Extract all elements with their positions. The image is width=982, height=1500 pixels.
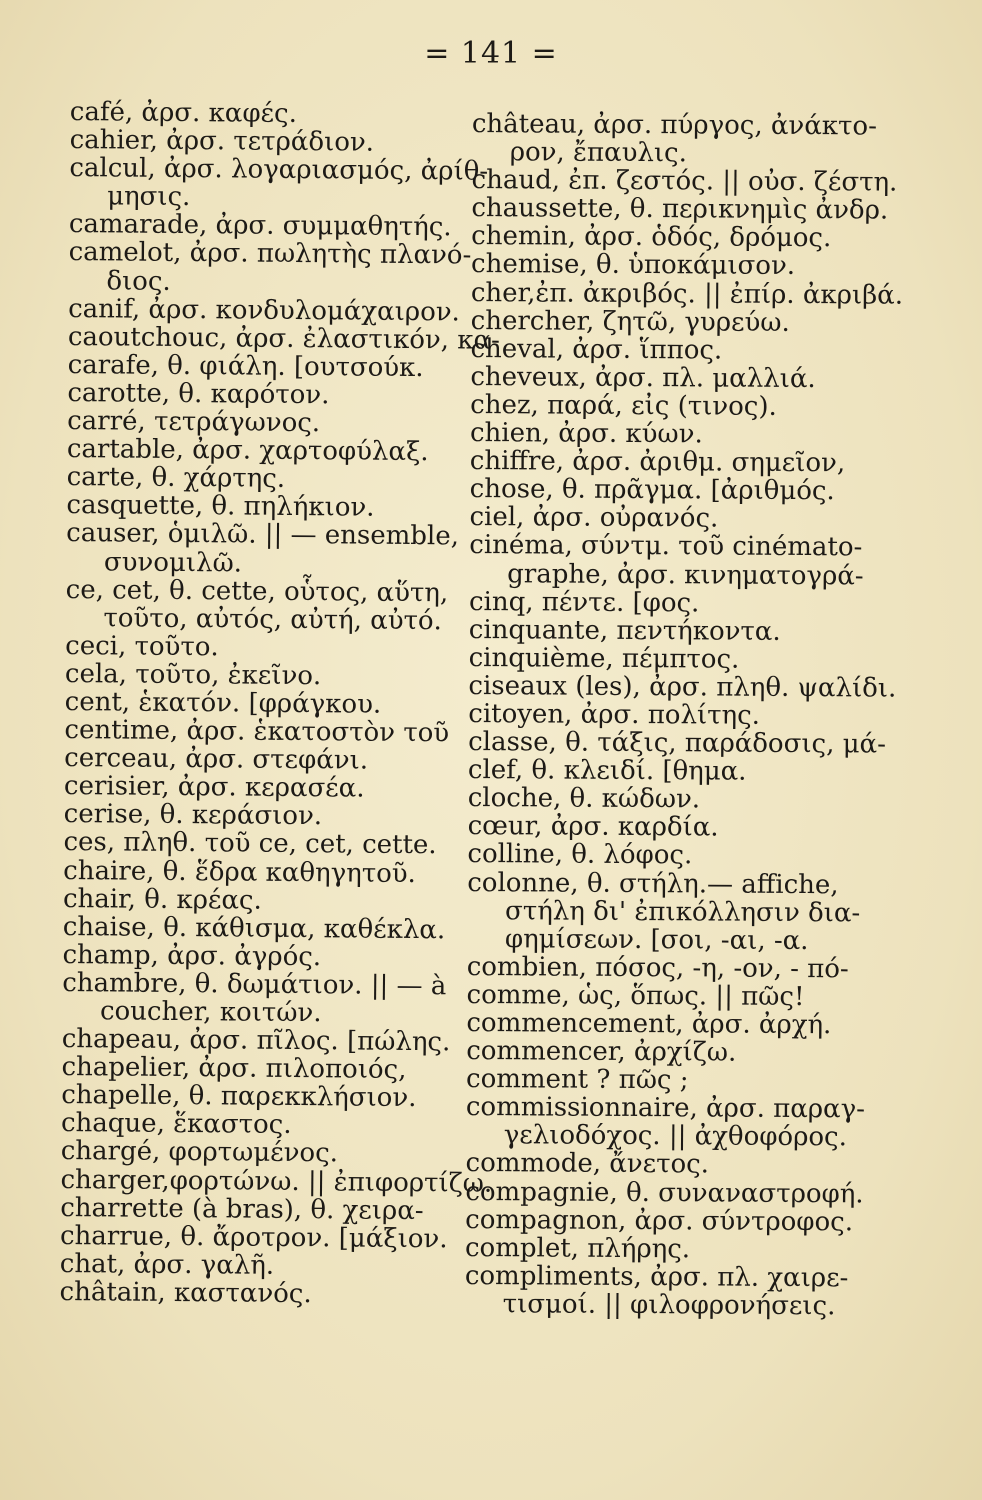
entry: chose, θ. πρᾶγμα. [ἀριθμός.: [469, 474, 835, 507]
entry: chat, ἀρσ. γαλῆ.: [59, 1248, 275, 1281]
entry: comment ? πῶς ;: [465, 1064, 689, 1096]
entry-continuation: συνομιλῶ.: [103, 546, 243, 579]
entry: chez, παρά, εἰς (τινος).: [470, 389, 777, 422]
entry: cerise, θ. κεράσιον.: [63, 799, 323, 832]
entry: camelot, ἀρσ. πωλητὴς πλανό-: [68, 237, 472, 271]
entry: citoyen, ἀρσ. πολίτης.: [468, 698, 761, 731]
entry: chemise, θ. ὑποκάμισον.: [470, 249, 796, 282]
entry: châtain, καστανός.: [59, 1276, 312, 1310]
entry: commode, ἄνετος.: [465, 1148, 710, 1180]
entry: chaire, θ. ἕδρα καθηγητοῦ.: [63, 855, 417, 889]
entry-continuation: μησις.: [107, 181, 191, 213]
entry: chapelier, ἀρσ. πιλοποιός,: [61, 1052, 407, 1086]
entry: cinquante, πεντήκοντα.: [468, 614, 781, 647]
entry-continuation: φημίσεων. [σοι, -αι, -α.: [504, 923, 809, 956]
right-column: [464, 109, 904, 1322]
entry: canif, ἀρσ. κονδυλομάχαιρον.: [68, 293, 461, 328]
entry: casquette, θ. πηλήκιον.: [66, 490, 375, 523]
entry: chapeau, ἀρσ. πῖλος. [πώλης.: [61, 1024, 451, 1058]
entry: café, ἀρσ. καφές.: [69, 97, 298, 129]
entry: colline, θ. λόφος.: [467, 839, 693, 871]
entry: centime, ἀρσ. ἑκατοστὸν τοῦ: [64, 715, 450, 749]
entry: cela, τοῦτο, ἐκεῖνο.: [64, 658, 322, 692]
entry: cinq, πέντε. [φος.: [468, 586, 700, 618]
entry: compagnie, θ. συναναστροφή.: [465, 1176, 864, 1209]
entry-continuation: διος.: [106, 265, 171, 297]
left-column: [59, 97, 501, 1310]
entry: cinéma, σύντμ. τοῦ cinémato-: [469, 530, 863, 563]
entry: carte, θ. χάρτης.: [66, 462, 286, 495]
entry: cheval, ἀρσ. ἵππος.: [470, 333, 723, 366]
entry: carré, τετράγωνος.: [67, 406, 321, 439]
entry: comme, ὡς, ὅπως. || πῶς!: [466, 979, 805, 1012]
entry: cent, ἑκατόν. [φράγκου.: [64, 686, 382, 720]
entry: cloche, θ. κώδων.: [467, 783, 701, 815]
entry: chien, ἀρσ. κύων.: [469, 418, 703, 450]
entry: chemin, ἀρσ. ὁδός, δρόμος.: [471, 221, 832, 254]
entry: chercher, ζητῶ, γυρεύω.: [470, 305, 790, 338]
entry-continuation: στήλη δι' ἐπικόλλησιν δια-: [505, 895, 861, 929]
page-number: = 141 =: [424, 36, 558, 71]
entry: ceci, τοῦτο.: [65, 630, 219, 663]
entry: cerisier, ἀρσ. κερασέα.: [63, 771, 365, 804]
entry-continuation: γελιοδόχος. || ἀχθοφόρος.: [503, 1120, 847, 1153]
entry: ces, πληθ. τοῦ ce, cet, cette.: [63, 827, 437, 861]
entry-continuation: graphe, ἀρσ. κινηματογρά-: [507, 558, 864, 591]
entry: combien, πόσος, -η, -ον, - πό-: [466, 951, 849, 985]
entry: chapelle, θ. παρεκκλήσιον.: [61, 1080, 417, 1114]
entry: chaud, ἐπ. ζεστός. || οὐσ. ζέστη.: [471, 165, 898, 198]
entry: compliments, ἀρσ. πλ. χαιρε-: [464, 1260, 849, 1294]
entry: cher,ἐπ. ἀκριβός. || ἐπίρ. ἀκριβά.: [470, 277, 904, 311]
entry: ciel, ἀρσ. οὐρανός.: [469, 502, 719, 534]
entry: commencer, ἀρχίζω.: [466, 1036, 737, 1068]
entry: cinquième, πέμπτος.: [468, 642, 740, 675]
entry: chargé, φορτωμένος.: [60, 1136, 339, 1169]
entry: complet, πλήρης.: [464, 1232, 691, 1265]
entry: cartable, ἀρσ. χαρτοφύλαξ.: [66, 434, 429, 468]
entry: cheveux, ἀρσ. πλ. μαλλιά.: [470, 361, 816, 394]
entry: ciseaux (les), ἀρσ. πληθ. ψαλίδι.: [468, 670, 897, 704]
entry: classe, θ. τάξις, παράδοσις, μά-: [468, 727, 887, 760]
entry: ce, cet, θ. cette, οὗτος, αὕτη,: [65, 574, 449, 608]
entry: causer, ὁμιλῶ. || — ensemble,: [66, 518, 460, 552]
entry: compagnon, ἀρσ. σύντροφος.: [465, 1204, 854, 1238]
entry-continuation: τισμοί. || φιλοφρονήσεις.: [502, 1289, 836, 1322]
entry: chair, θ. κρέας.: [62, 883, 262, 916]
entry: cahier, ἀρσ. τετράδιον.: [69, 125, 375, 158]
entry: cerceau, ἀρσ. στεφάνι.: [64, 743, 369, 776]
entry: château, ἀρσ. πύργος, ἀνάκτο-: [471, 109, 877, 142]
entry-continuation: coucher, κοιτών.: [99, 996, 322, 1029]
entry: chambre, θ. δωμάτιον. || — à: [62, 967, 447, 1002]
entry: carafe, θ. φιάλη. [ουτσούκ.: [67, 349, 424, 383]
entry: charger,φορτώνω. || ἐπιφορτίζω.: [60, 1164, 493, 1199]
entry-continuation: ρον, ἔπαυλις.: [509, 137, 688, 169]
entry: calcul, ἀρσ. λογαριασμός, ἀρίθ-: [69, 153, 489, 187]
entry-continuation: τοῦτο, αὐτός, αὐτή, αὐτό.: [103, 602, 443, 636]
entry: chaque, ἕκαστος.: [60, 1108, 292, 1141]
entry: clef, θ. κλειδί. [θημα.: [467, 755, 747, 787]
entry: commissionnaire, ἀρσ. παραγ-: [465, 1092, 866, 1125]
entry: colonne, θ. στήλη.— affiche,: [467, 867, 839, 900]
entry: chiffre, ἀρσ. ἀριθμ. σημεῖον,: [469, 446, 846, 479]
entry: carotte, θ. καρότον.: [67, 377, 330, 411]
entry: chaussette, θ. περικνημὶς ἀνδρ.: [471, 193, 889, 226]
entry: charrue, θ. ἄροτρον. [μάξιον.: [59, 1220, 448, 1255]
entry: charrette (à bras), θ. χειρα-: [60, 1192, 424, 1226]
entry: caoutchouc, ἀρσ. ἐλαστικόν, κα-: [67, 321, 501, 356]
entry: commencement, ἀρσ. ἀρχή.: [466, 1007, 832, 1041]
entry: champ, ἀρσ. ἀγρός.: [62, 939, 322, 973]
entry: cœur, ἀρσ. καρδία.: [467, 811, 719, 843]
entry: camarade, ἀρσ. συμμαθητής.: [68, 209, 452, 243]
entry: chaise, θ. κάθισμα, καθέκλα.: [62, 911, 446, 946]
